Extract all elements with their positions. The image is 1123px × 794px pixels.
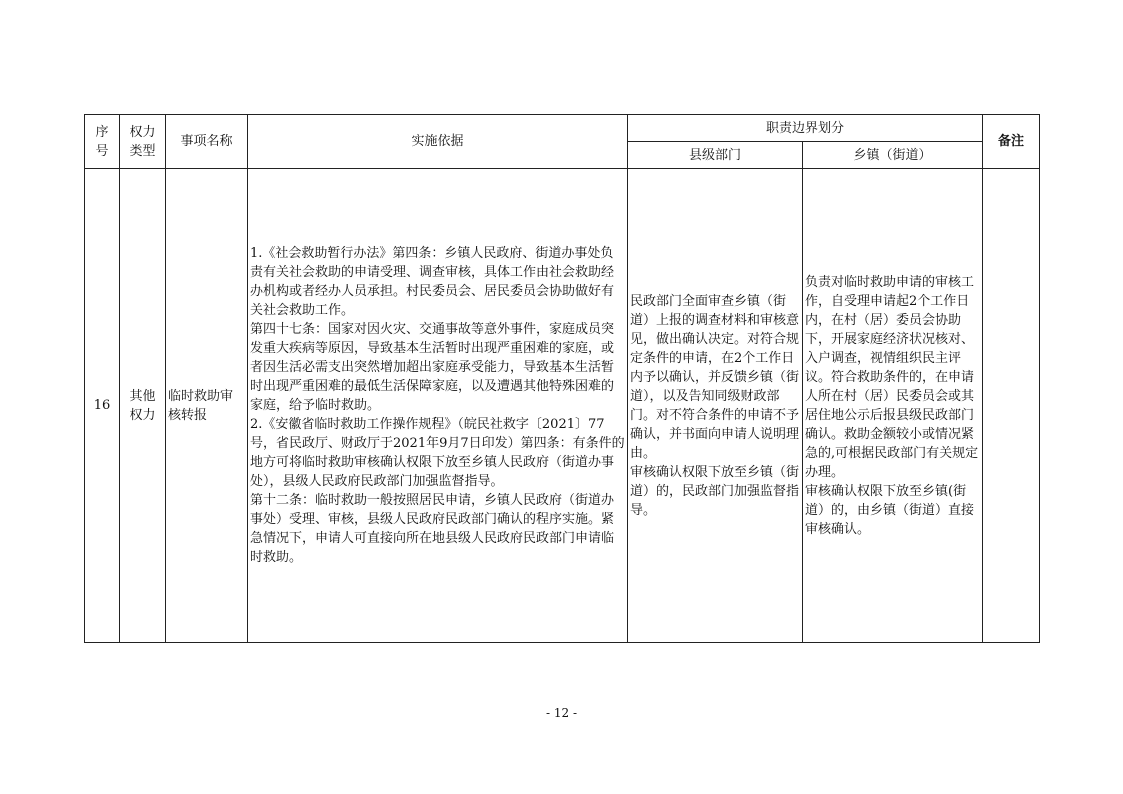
cell-power-type-text: 其他 权力 [129, 388, 156, 423]
header-remarks: 备注 [983, 115, 1040, 169]
page-number: - 12 - [545, 706, 577, 720]
header-item-name: 事项名称 [166, 115, 248, 169]
cell-seq: 16 [85, 169, 120, 643]
cell-basis [248, 169, 628, 643]
cell-remarks [983, 169, 1040, 643]
county-paragraph: 审核确认权限下放至乡镇（街道）的，民政部门加强监督指导。 [630, 464, 800, 518]
power-list-table [84, 114, 1040, 643]
town-paragraph: 负责对临时救助申请的审核工作，自受理申请起2个工作日内，在村（居）委员会协助下，开展家庭经济状况核对、入户调查，视情组织民主评议。符合救助条件的，在申请人所在村（居）民委员会或其居住地公示后报县级民政部门确认。救助金额较小或情况紧急的,可根据民政部门有关规定办理。 [805, 274, 979, 480]
header-basis: 实施依据 [248, 115, 628, 169]
header-town: 乡镇（街道） [803, 142, 983, 169]
cell-county-dept [628, 169, 803, 643]
header-duty-division: 职责边界划分 [628, 115, 983, 142]
cell-item-name [166, 169, 248, 643]
header-power-type-text: 权力 类型 [129, 124, 156, 159]
town-paragraph: 审核确认权限下放至乡镇(街道）的，由乡镇（街道）直接审核确认。 [805, 483, 975, 537]
cell-town [803, 169, 983, 643]
header-county-dept: 县级部门 [628, 142, 803, 169]
basis-paragraph: 1.《社会救助暂行办法》第四条：乡镇人民政府、街道办事处负责有关社会救助的申请受理、调查审核，具体工作由社会救助经办机构或者经办人员承担。村民委员会、居民委员会协助做好有关社会救助工作。 [250, 246, 615, 318]
cell-item-name-text: 临时救助审 核转报 [168, 388, 234, 423]
header-seq-text: 序 号 [95, 124, 109, 159]
header-power-type [120, 115, 166, 169]
header-seq [85, 115, 120, 169]
cell-power-type [120, 169, 166, 643]
basis-paragraph: 第四十七条：国家对因火灾、交通事故等意外事件，家庭成员突发重大疾病等原因，导致基本生活暂时出现严重困难的家庭，或者因生活必需支出突然增加超出家庭承受能力，导致基本生活暂时出现严重困难的最低生活保障家庭，以及遭遇其他特殊困难的家庭，给予临时救助。 [250, 322, 615, 413]
basis-paragraph: 2.《安徽省临时救助工作操作规程》（皖民社救字〔2021〕77号，省民政厅、财政厅于2021年9月7日印发）第四条：有条件的地方可将临时救助审核确认权限下放至乡镇人民政府（街道办事处），县级人民政府民政部门加强监督指导。 [250, 417, 625, 489]
basis-paragraph: 第十二条：临时救助一般按照居民申请，乡镇人民政府（街道办事处）受理、审核，县级人民政府民政部门确认的程序实施。紧急情况下，申请人可直接向所在地县级人民政府民政部门申请临时救助。 [250, 493, 615, 565]
table-row [85, 169, 1040, 643]
county-paragraph: 民政部门全面审查乡镇（街道）上报的调查材料和审核意见，做出确认决定。对符合规定条件的申请，在2个工作日内予以确认，并反馈乡镇（街道），以及告知同级财政部门。对不符合条件的申请不予确认，并书面向申请人说明理由。 [630, 293, 800, 461]
